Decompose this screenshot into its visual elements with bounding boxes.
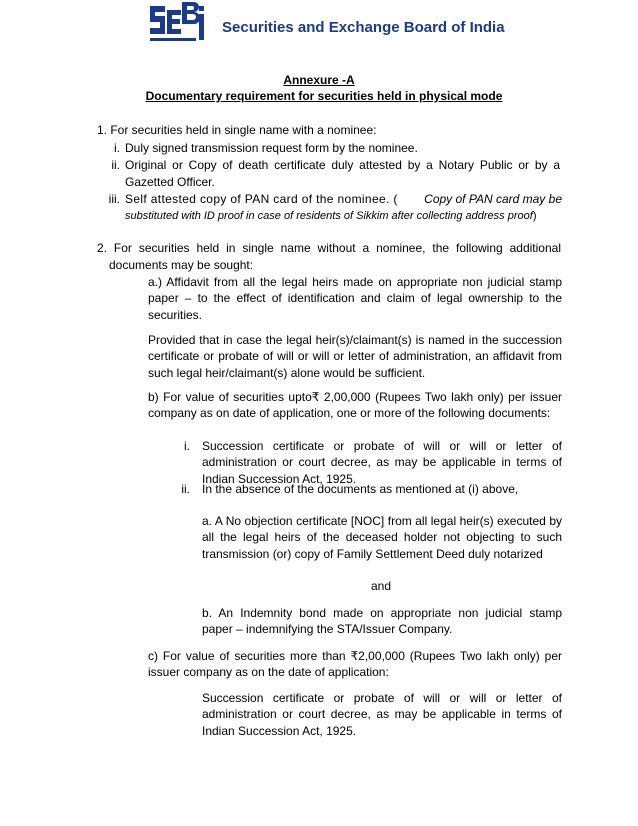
section1-item-text: Duly signed transmission request form by the nominee. [125,141,418,155]
section1-heading: 1. For securities held in single name with a nominee: [97,123,377,137]
section2-heading: 2. For securities held in single name without a nominee, the following additional [97,241,561,255]
b-item-text: Succession certificate or probate of will or will or letter of administration or court decree, as may be applicable in terms of Indian Succession Act, 1925. [202,439,562,486]
sebi-logo [148,0,206,46]
item-number: iii. [108,192,120,206]
item-text-italic: substituted with ID proof in case of residents of Sikkim after collecting address proof [125,210,533,222]
annexure-heading: Annexure -A [283,73,355,87]
item-number: ii. [111,158,120,172]
b-item-text: In the absence of the documents as mentioned at (i) above, [202,482,519,496]
organization-name: Securities and Exchange Board of India [222,19,505,36]
section1-item-text: Original or Copy of death certificate duly attested by a Notary Public or by a [125,158,560,172]
section1-item-text [125,191,562,207]
para-b: b) For value of securities upto₹ 2,00,000 (Rupees Two lakh only) per issuer company as on date of application, one or more of the following documents: [148,390,562,421]
section2-heading-cont: documents may be sought: [109,258,254,272]
item-number: i. [114,141,120,155]
para-c: c) For value of securities more than ₹2,00,000 (Rupees Two lakh only) per issuer company as on the date of application: [148,649,562,680]
item-number: i. [184,439,190,453]
item-text-close: ) [532,210,537,222]
item-text-italic: Copy of PAN card may be [424,192,562,206]
and-connector: and [371,579,392,593]
section1-item-text-cont: Gazetted Officer. [125,175,215,189]
para-a: a.) Affidavit from all the legal heirs made on appropriate non judicial stamp paper – to the effect of identification and claim of legal ownership to the securities. [148,275,562,322]
section1-item-text-cont [125,208,536,224]
document-title: Documentary requirement for securities held in physical mode [145,89,503,103]
item-number: ii. [181,482,190,496]
sub-b: b. An Indemnity bond made on appropriate non judicial stamp paper – indemnifying the STA/Issuer Company. [202,606,562,637]
proviso: Provided that in case the legal heir(s)/claimant(s) is named in the succession certificate or probate of will or will or letter of administration, an affidavit from such legal heir/claimant(s) alone would be sufficient. [148,333,562,380]
item-text-plain: Self attested copy of PAN card of the nominee. ( [125,192,398,206]
sub-a: a. A No objection certificate [NOC] from all legal heir(s) executed by all the legal heirs of the deceased holder not objecting to such transmission (or) copy of Family Settlement Deed duly notarized [202,514,562,561]
para-c-detail: Succession certificate or probate of will or will or letter of administration or court decree, as may be applicable in terms of Indian Succession Act, 1925. [202,691,562,738]
